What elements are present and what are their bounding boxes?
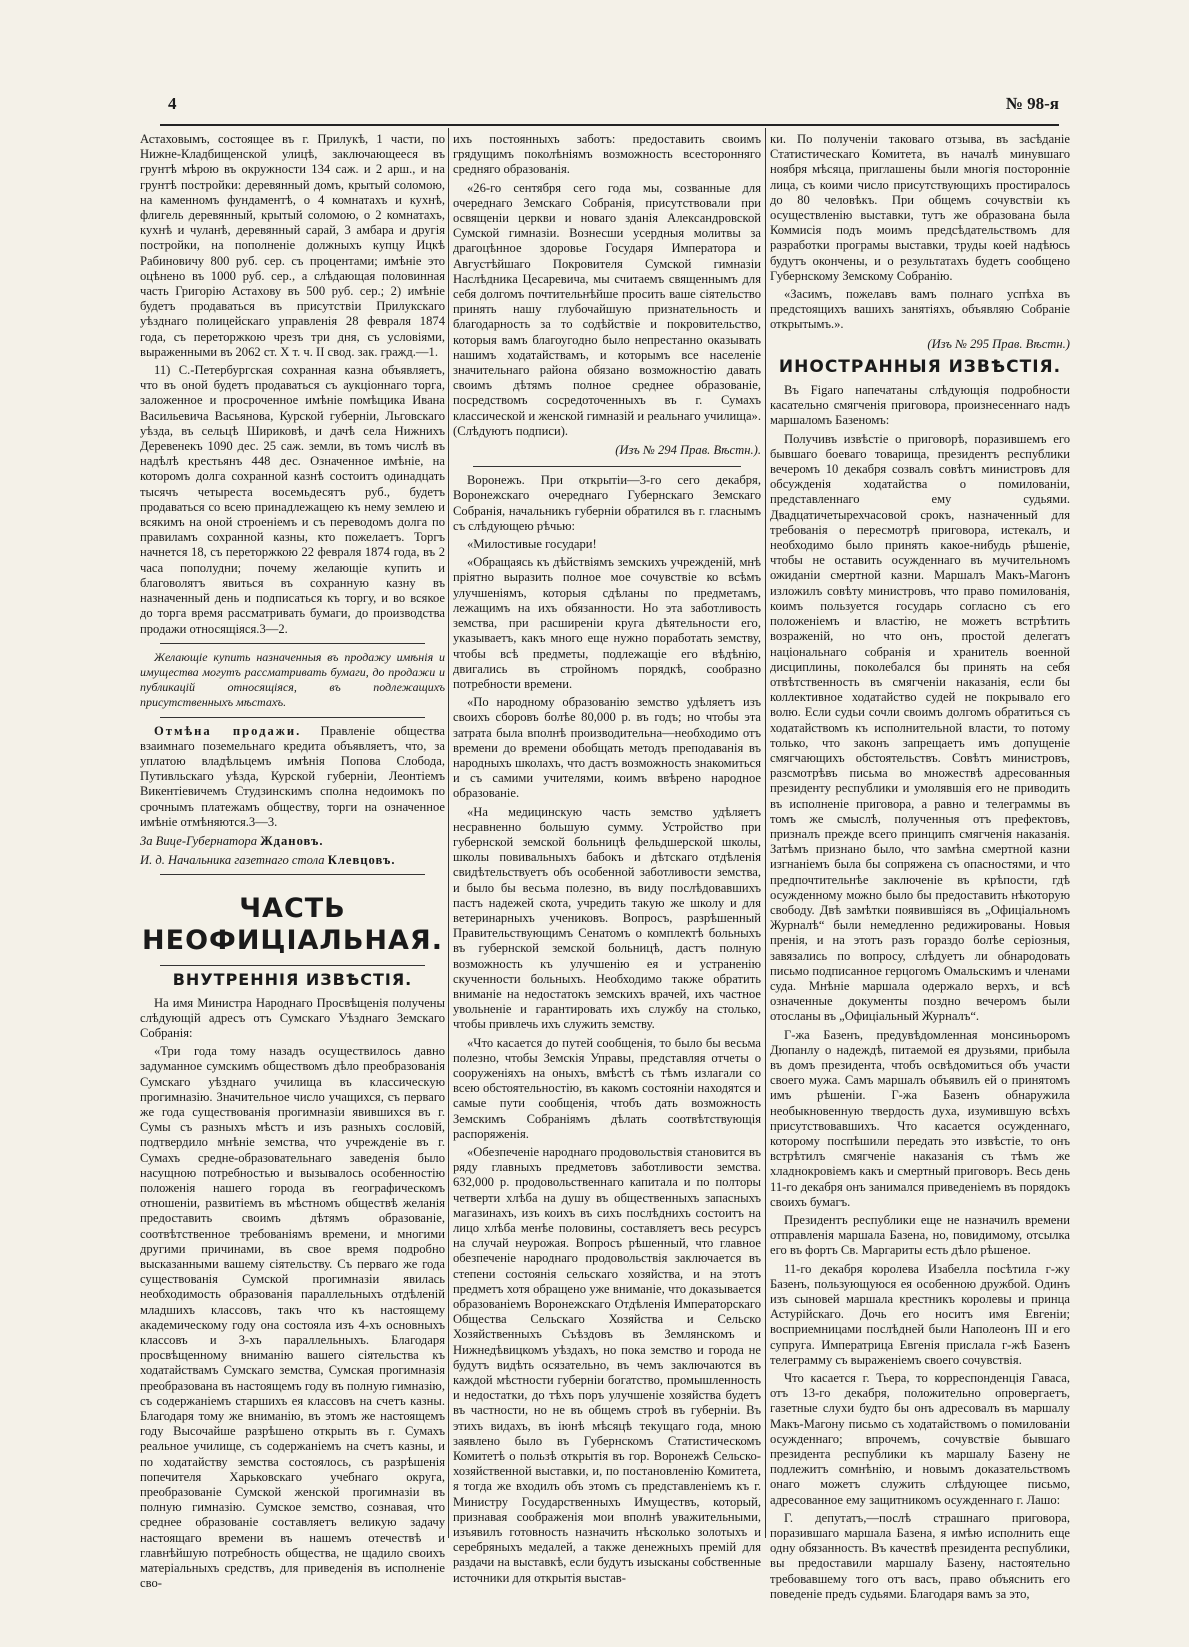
paragraph: Г-жа Базенъ, предувѣдомленная монсиньоромъ Дюпанлу о надеждѣ, питаемой ея друзьями, прибыла въ домъ президента, чтобъ освѣдомиться объ участи своего мужа. Самъ маршалъ объявилъ ей о принятомъ имъ рѣшеніи. Г-жа Базенъ обнаружила необыкновенную твердость духа, изумившую всѣхъ присутствовавшихъ. Что касается осужденнаго, которому поспѣшили передать это извѣстіе, то онъ встрѣтилъ смягченіе наказанія съ тѣмъ же хладнокровіемъ какъ и смертный приговоръ. Весь день 11-го декабря онъ занимался приведеніемъ въ порядокъ своихъ бумагъ. <box>770 1027 1070 1209</box>
paragraph: Получивъ извѣстіе о приговорѣ, поразившемъ его бывшаго боеваго товарища, президентъ республики вечеромъ 10 декабря созвалъ совѣтъ министровъ для обсужденія ходатайства о помилованіи, представленнаго ему судьями. Двадцатичетырехчасовой срокъ, назначенный для требованія о пересмотрѣ приговора, истекалъ, и необходимо было принять какое-нибудь рѣшеніе, чтобы не оставить осужденнаго въ мучительномъ ожиданіи смертной казни. Маршалъ Макъ-Магонъ изложилъ совѣту министровъ, что право помилованія, коимъ пользуется государь согласно съ его положеніемъ и властію, не можетъ встрѣтить возраженій, но что онъ, простой делегатъ національнаго собранія и хранитель военной дисциплины, поколебался бы принять на себя отвѣтственность въ смягченіи наказанія, если бы коллективное ходатайство судей не покрывало его волю. Если судьи сочли своимъ долгомъ обратиться съ ходатайствомъ къ исполнительной власти, то потому только, что законъ запрещаетъ имъ допущеніе смягчающихъ обстоятельствъ. Совѣтъ министровъ, разсмотрѣвъ письма во множествѣ адресованныя президенту республики и умолявшія его не приводить въ исполненіе приговора, а равно и телеграммы въ томъ же смыслѣ, полученныя отъ префектовъ, призналъ прежде всего принципъ смягченія наказанія. Затѣмъ признано было, что замѣна смертной казни изгнаніемъ была бы сопряжена съ опасностями, и что предпочтительнѣе заключеніе въ крѣпости, гдѣ осужденному можно было бы предоставить нѣкоторую свободу. Двѣ замѣтки появившіяся въ „Офиціальномъ Журналѣ“ были немедленно редижированы. Новыя пренія, и на этотъ разъ гораздо болѣе серіозныя, завязались по вопросу, слѣдуетъ ли обнародовать письмо подписанное герцогомъ Омальскимъ и членами суда. Мнѣніе маршала одержало верхъ, и всѣ означенные документы поздно вечеромъ были отосланы въ „Офиціальный Журналъ“. <box>770 431 1070 1024</box>
paragraph: Г. депутатъ,—послѣ страшнаго приговора, поразившаго маршала Базена, я имѣю исполнить еще одну обязанность. Въ качествѣ президента республики, вы предоставили маршалу Базену, настоятельно требовавшему того отъ васъ, право объяснить его поведеніе предъ судьями. Благодаря вамъ за это, <box>770 1510 1070 1601</box>
paragraph: Въ Figaro напечатаны слѣдующія подробности касательно смягченія приговора, произнесеннаго надъ маршаломъ Базеномъ: <box>770 383 1070 428</box>
divider <box>160 965 425 966</box>
paragraph: Что касается г. Тьера, то корреспонденція Гаваса, отъ 13-го декабря, положительно опровергаетъ, газетные слухи будто бы онъ адресовалъ въ маршалу Макъ-Магону письмо съ ходатайствомъ о помилованіи осужденнаго; впрочемъ, сочувствіе бывшаго президента республики къ маршалу Базену не подлежитъ сомнѣнію, и новымъ доказательствомъ онаго можетъ служить слѣдующее письмо, адресованное ему защитникомъ осужденнаго г. Лашо: <box>770 1371 1070 1507</box>
paragraph: «Обезпеченіе народнаго продовольствія становится въ ряду главныхъ предметовъ заботливости земства. 632,000 р. продовольственнаго капитала и по полторы четверти хлѣба на душу въ общественныхъ запасныхъ магазинахъ, изъ коихъ въ сихъ послѣднихъ состоитъ на лицо хлѣба менѣе половины, составляетъ весь ресурсъ на случай неурожая. Вопросъ рѣшенный, что главное обезпеченіе народнаго продовольствія заключается въ степени состоянія сельскаго хозяйства, и на этотъ предметъ хотя обращено уже вниманіе, что доказывается образованіемъ Воронежскаго Отдѣленія Императорскаго Общества Сельскаго Хозяйства и Сельско Хозяйственныхъ Съѣздовъ въ Землянскомъ и Нижнедѣвицкомъ уѣздахъ, но пока земство и города не будутъ видѣть осязательно, въ чемъ заключаются въ каждой мѣстности губерніи богатство, промышленность и недостатки, до тѣхъ поръ улучшеніе хозяйства будетъ въ частности, но не въ общемъ строѣ въ губерніи. Въ этихъ видахъ, въ іюнѣ мѣсяцѣ текущаго года, мною заявлено было въ Губернскомъ Статистическомъ Комитетѣ о пользѣ открытія въ гор. Воронежѣ Сельско-хозяйственной выставки, и, по постановленію Комитета, я тогда же входилъ объ этомъ съ представленіемъ къ г. Министру Государственныхъ Имуществъ, который, признавая соображенія мои вполнѣ уважительными, изъявилъ готовность назначить нѣсколько золотыхъ и серебряныхъ медалей, а также денежныхъ премій для раздачи на выставкѣ, если будутъ изысканы собственные источники для открытія выстав- <box>453 1145 761 1585</box>
column-divider <box>765 128 766 1538</box>
paragraph: «Что касается до путей сообщенія, то было бы весьма полезно, чтобы Земскія Управы, представляя отчеты о сооруженіяхъ на оныхъ, вмѣстѣ съ тѣмъ излагали со всею обстоятельностію, въ какомъ состояніи находятся и самые пути сообщенія, чтобъ дать возможность Земскимъ Собраніямъ дѣлать соотвѣтствующія распоряженія. <box>453 1035 761 1141</box>
paragraph: «На медицинскую часть земство удѣляетъ несравненно большую сумму. Устройство при губернской земской больницѣ фельдшерской школы, школы повивальныхъ бабокъ и дѣтскаго отдѣленія свидѣтельствуетъ объ особенной заботливости земства, и было бы весьма полезно, въ виду послѣдовавшихъ пастъ надежей скота, учредить такую же школу и для ветеринарныхъ учениковъ. Вопросъ, разрѣшенный Правительствующимъ Сенатомъ о комплектѣ больныхъ въ губернской земской больницѣ, дастъ полную возможность къ улучшенію ея и устраненію скученности больныхъ. Необходимо также обратить вниманіе на недостатокъ земскихъ врачей, ихъ частное увольненіе и гарантировать ихъ службу на столько, чтобы привлечь ихъ служить земству. <box>453 804 761 1032</box>
notice-text: Желающіе купить назначенныя въ продажу имѣнія и имущества могутъ рассматривать бумаги, до продажи и публикацій относящіяся, въ подлежащихъ присутственныхъ мѣстахъ. <box>140 649 445 710</box>
divider <box>160 717 425 718</box>
paragraph: 11) С.-Петербургская сохранная казна объявляетъ, что въ оной будетъ продаваться съ аукціоннаго торга, заложенное и просроченное имѣніе помѣщика Ивана Васильевича Васьянова, Курской губерніи, Льговскаго уѣзда, въ сельцѣ Шириковѣ, и дачѣ села Нижнихъ Деревенекъ 1090 дес. 25 саж. земли, въ томъ числѣ въ надѣлѣ крестьянъ 448 дес. Означенное имѣніе, на которомъ долга сохранной казнѣ состоитъ одинадцать тысячъ четыреста восемьдесятъ руб., будетъ продаваться со всею принадлежащею къ нему землею и всякимъ на оной строеніемъ и съ переводомъ долга по правиламъ сохранной казны, кто пожелаетъ. Торгъ начнется 18, съ переторжкою 22 февраля 1874 года, въ 2 часа пополудни; почему желающіе купить и благоволятъ явиться въ сохранную казну въ назначенный день и подписаться къ торгу, и во всякое до торга время рассматривать бумаги, до производства продажи относящіяся.3—2. <box>140 363 445 636</box>
cancel-text: Правленіе общества взаимнаго поземельнаго кредита объявляетъ, что, за уплатою владѣльцемъ имѣнія Попова Слобода, Путивльскаго уѣзда, Курской губерніи, Леонтіемъ Викентіевичемъ Студзинскимъ сполна недоимокъ по срочнымъ платежамъ обществу, торги на означенное имѣніе отмѣняются.3—3. <box>140 723 445 829</box>
page-header <box>160 92 1059 120</box>
header-rule <box>160 124 1059 126</box>
part-title: ЧАСТЬ НЕОФИЦІАЛЬНАЯ. <box>142 893 443 957</box>
column-3 <box>770 132 1070 1601</box>
cancel-title: Отмѣна продажи. <box>154 723 302 738</box>
paragraph: ки. По полученіи таковаго отзыва, въ засѣданіе Статистическаго Комитета, въ началѣ минувшаго ноября мѣсяца, приглашены были многія посторонніе лица, съ коими число присутствующихъ простиралось до 80 человѣкъ. При общемъ сочувствіи къ осуществленію выставки, тутъ же образована была Коммисія подъ моимъ предсѣдательствомъ для разработки програмы выставки, труды коей надѣюсь будутъ окончены, и о результатахъ будетъ сообщено Губернскому Земскому Собранію. <box>770 132 1070 283</box>
column-1 <box>140 132 445 1591</box>
paragraph: 11-го декабря королева Изабелла посѣтила г-жу Базенъ, пользующуюся ея особенною дружбой. Одинъ изъ сыновей маршала крестникъ королевы и принца Астурійскаго. Дочь его носитъ имя Евгеніи; восприемницами послѣдней были Наполеонъ III и его супруга. Императрица Евгенія прислала г-жѣ Базенъ телеграмму съ выраженіемъ своего сочувствія. <box>770 1261 1070 1367</box>
divider <box>160 874 425 875</box>
paragraph: «Засимъ, пожелавъ вамъ полнаго успѣха въ предстоящихъ вашихъ занятіяхъ, объявляю Собраніе открытымъ.». <box>770 287 1070 332</box>
signature-name: Клевцовъ. <box>327 853 396 868</box>
section-title: ВНУТРЕННІЯ ИЗВѢСТІЯ. <box>172 970 413 990</box>
paragraph: Воронежъ. При открытіи—3-го сего декабря, Воронежскаго очереднаго Губернскаго Земскаго Собранія, начальникъ губерніи обратился въ г. гласнымъ съ слѣдующею рѣчью: <box>453 473 761 533</box>
paragraph: «Обращаясь къ дѣйствіямъ земскихъ учрежденій, мнѣ пріятно выразить полное мое сочувствіе ко всѣмъ улучшеніямъ, которыя сдѣланы по предметамъ, лежащимъ на ихъ обязанности. Но эта заботливость земства, при расширеніи круга дѣятельности его, указываетъ, какъ много еще нужно поработать земству, чтобы всѣ предметы, подлежащіе его вѣдѣнію, двигались въ стройномъ порядкѣ, сообразно потребности времени. <box>453 555 761 691</box>
paragraph: На имя Министра Народнаго Просвѣщенія получены слѣдующій адресъ отъ Сумскаго Уѣзднаго Земскаго Собранія: <box>140 995 445 1040</box>
issue-number: № 98-я <box>1005 94 1059 113</box>
signature-name: Ждановъ. <box>260 833 324 848</box>
paragraph: «Три года тому назадъ осуществилось давно задуманное сумскимъ обществомъ дѣло преобразованія Сумскаго уѣзднаго училища въ классическую прогимназію. Значительное число учащихся, съ перваго же года существованія прогимназіи явившихся въ г. Сумы съ разныхъ мѣстъ и изъ разныхъ сословій, подтвердило мнѣніе земства, что учрежденіе въ г. Сумахъ средне-образовательнаго заведенія было насущною потребностью и вызывалось особенностію положенія нашего города въ географическомъ отношеніи, развитіемъ въ мѣстномъ обществѣ желанія предоставить своимъ дѣтямъ образованіе, соотвѣтственное требованіямъ времени, и многими другими причинами, въ свое время подробно высказанными вашему сіятельству. Съ перваго же года существованія Сумской прогимназіи явилась необходимость образованія параллельныхъ отдѣленій младшихъ классовъ, такъ что къ настоящему академическому году она состояла изъ 4-хъ основныхъ классовъ и 3-хъ параллельныхъ. Благодаря просвѣщенному вниманію вашего сіятельства къ ходатайствамъ Сумскаго земства, Сумская прогимназія преобразована въ настоящемъ году въ полную гимназію, съ содержаніемъ старшихъ ея классовъ на счетъ казны. Благодаря тому же вниманію, въ этомъ же настоящемъ году Высочайше разрѣшено открыть въ г. Сумахъ реальное училище, съ содержаніемъ на счетъ казны, и по ходатайству земства состоялось, съ разрѣшенія попечителя Харьковскаго учебнаго округа, преобразованіе Сумской женской прогимназіи въ полную гимназію. Сумское земство, сознавая, что среднее образованіе составляетъ великую задачу настоящаго времени въ нашемъ отечествѣ и главнѣйшую потребность общества, не щадило своихъ матеріальныхъ средствъ, для приведенія въ исполненіе сво- <box>140 1044 445 1591</box>
paragraph: Астаховымъ, состоящее въ г. Прилукѣ, 1 части, по Нижне-Кладбищенской улицѣ, заключающееся въ грунтѣ мѣрою въ окружности 134 саж. и 2 арш., и на грунтѣ постройки: деревянный домъ, крытый соломою, на каменномъ фундаментѣ, о 4 комнатахъ и кухнѣ, флигель деревянный, крытый соломою, о 2 комнатахъ, кухнѣ и чуланѣ, деревянный сарай, 3 амбара и другія постройки, на пополненіе должныхъ купцу Ицкѣ Рабиновичу 800 руб. сер. съ процентами; имѣніе это оцѣнено въ 1000 руб. сер., а слѣдающая половинная часть Григорію Астахову въ 500 руб. сер.; 2) имѣніе будетъ продаваться въ присутствіи Прилукскаго уѣзднаго полицейскаго управленія 28 февраля 1874 года, съ переторжкою чрезъ три дня, съ условіями, выраженными въ 2062 ст. Х т. ч. II свод. зак. гражд.—1. <box>140 132 445 359</box>
cancel-notice <box>140 724 445 830</box>
paragraph: «По народному образованію земство удѣляетъ изъ своихъ сборовъ болѣе 80,000 р. въ годъ; но чтобы эта затрата была вполнѣ производительна—необходимо отъ времени до времени обобщать методъ преподаванія въ народныхъ школахъ, что дастъ возможность знакомиться и съ самими учителями, коимъ ввѣрено народное образованіе. <box>453 695 761 801</box>
source-citation: (Изъ № 294 Прав. Вѣстн.). <box>615 443 761 458</box>
paragraph: «26-го сентября сего года мы, созванные для очереднаго Земскаго Собранія, присутствовали при освященіи церкви и новаго зданія Александровской Сумской гимназіи. Вознесши усердныя молитвы за драгоцѣнное здоровье Государя Императора и Августѣйшаго Покровителя Сумской гимназіи Наслѣдника Цесаревича, мы считаемъ священнымъ для себя долгомъ почтительнѣйше просить ваше сіятельство принять нашу глубочайшую признательность и благодарность за то содѣйствіе и покровительство, которыя вамъ благоугодно было непрестанно оказывать нашимъ ходатайствамъ, и которымъ все населеніе значительнаго района обязано возможностію давать своимъ дѣтямъ полное среднее образованіе, посредствомъ сосредоточенныхъ въ г. Сумахъ классической и женской гимназій и реальнаго училища». (Слѣдуютъ подписи). <box>453 180 761 438</box>
signature-role: И. д. Начальника газетнаго стола <box>140 853 325 868</box>
paragraph: ихъ постоянныхъ заботъ: предоставить своимъ грядущимъ поколѣніямъ возможность всесторонняго средняго образованія. <box>453 132 761 177</box>
signature-line <box>140 853 445 868</box>
divider <box>160 643 425 644</box>
page-number: 4 <box>168 94 177 113</box>
signature-line <box>140 834 445 849</box>
signature-role: За Вице-Губернатора <box>140 833 258 848</box>
divider <box>473 466 741 467</box>
source-citation: (Изъ № 295 Прав. Вѣстн.) <box>927 336 1070 351</box>
paragraph: Президентъ республики еще не назначилъ времени отправленія маршала Базена, но, повидимому, отсылка его въ фортъ Св. Маргариты есть дѣло рѣшеное. <box>770 1213 1070 1258</box>
section-title: ИНОСТРАННЫЯ ИЗВѢСТІЯ. <box>778 356 1062 377</box>
column-divider <box>448 128 449 1538</box>
column-2 <box>453 132 761 1585</box>
paragraph: «Милостивые государи! <box>467 537 597 552</box>
